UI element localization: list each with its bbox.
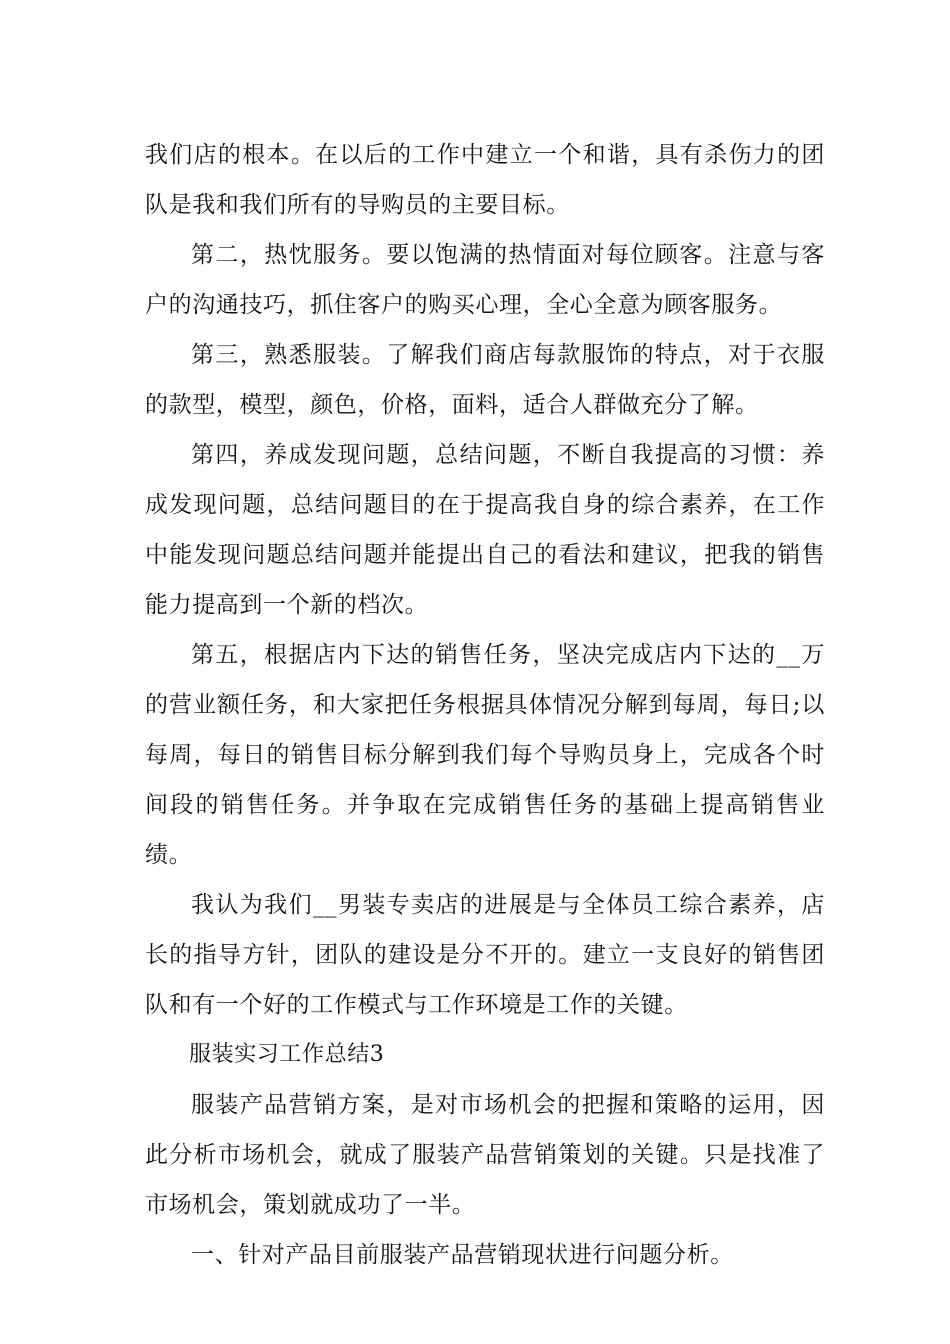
paragraph-problem-analysis: 一、针对产品目前服装产品营销现状进行问题分析。 bbox=[191, 1242, 734, 1268]
section-heading: 服装实习工作总结3 bbox=[189, 1042, 385, 1067]
document-body bbox=[145, 130, 825, 1280]
paragraph-marketing-intro: 服装产品营销方案，是对市场机会的把握和策略的运用，因此分析市场机会，就成了服装产品营销策划的关键。只是找准了市场机会，策划就成功了一半。 bbox=[145, 1092, 825, 1218]
paragraph-continuation: 我们店的根本。在以后的工作中建立一个和谐，具有杀伤力的团队是我和我们所有的导购员的主要目标。 bbox=[145, 142, 825, 218]
paragraph-second-point: 第二，热忱服务。要以饱满的热情面对每位顾客。注意与客户的沟通技巧，抓住客户的购买心理，全心全意为顾客服务。 bbox=[145, 242, 825, 318]
paragraph-conclusion: 我认为我们__男装专卖店的进展是与全体员工综合素养，店长的指导方针，团队的建设是分不开的。建立一支良好的销售团队和有一个好的工作模式与工作环境是工作的关键。 bbox=[145, 892, 825, 1018]
paragraph-fifth-point: 第五，根据店内下达的销售任务，坚决完成店内下达的__万的营业额任务，和大家把任务根据具体情况分解到每周，每日;以每周，每日的销售目标分解到我们每个导购员身上，完成各个时间段的销售任务。并争取在完成销售任务的基础上提高销售业绩。 bbox=[145, 642, 825, 868]
paragraph-fourth-point: 第四，养成发现问题，总结问题，不断自我提高的习惯：养成发现问题，总结问题目的在于提高我自身的综合素养，在工作中能发现问题总结问题并能提出自己的看法和建议，把我的销售能力提高到一个新的档次。 bbox=[145, 442, 825, 618]
paragraph-third-point: 第三，熟悉服装。了解我们商店每款服饰的特点，对于衣服的款型，模型，颜色，价格，面料，适合人群做充分了解。 bbox=[145, 342, 825, 418]
